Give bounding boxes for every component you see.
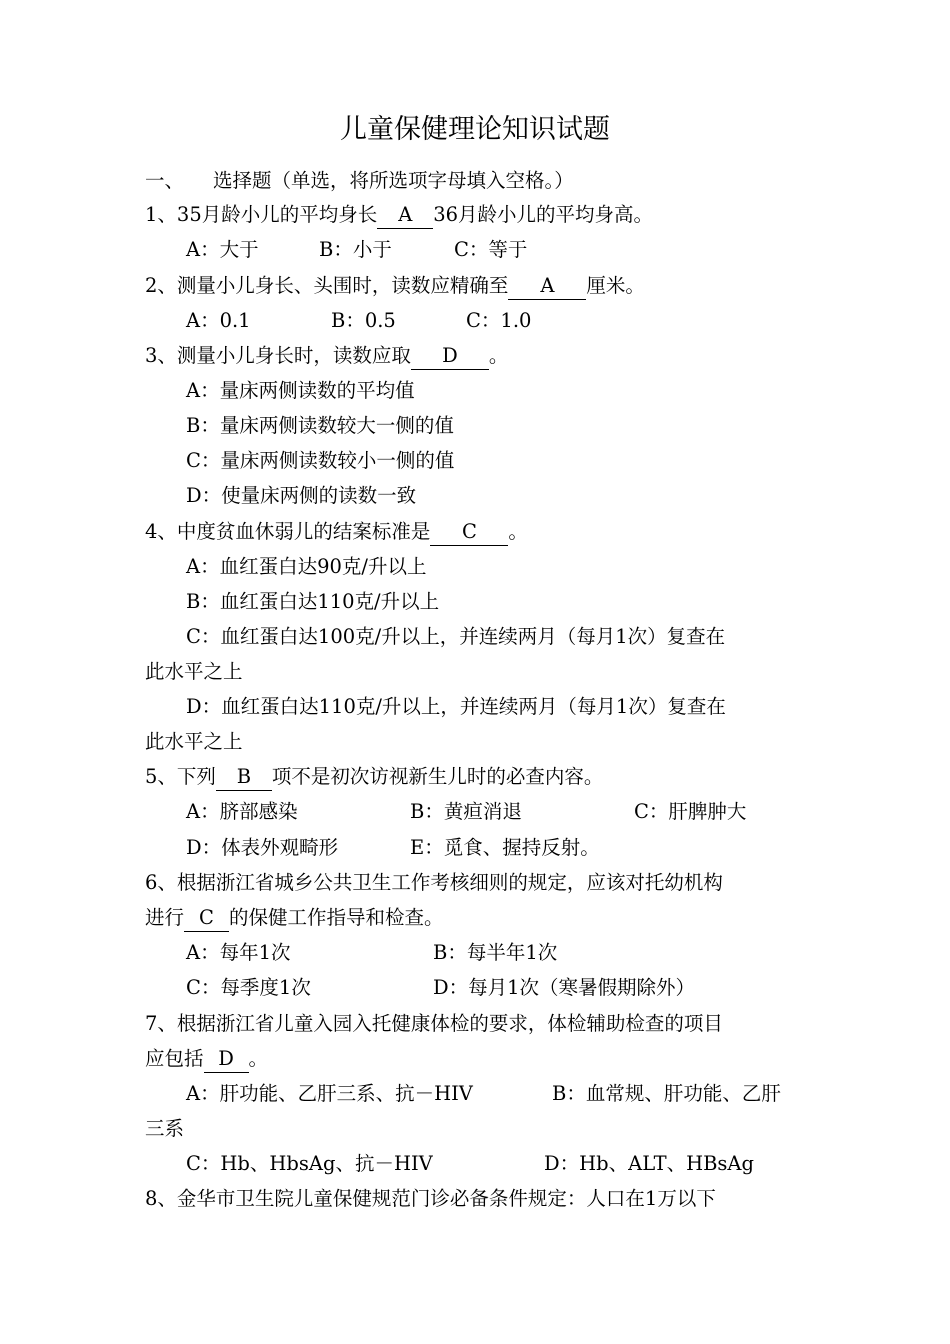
- section-heading: [145, 166, 574, 196]
- answer-blank: C: [184, 905, 229, 932]
- option-b-continued: 三系: [145, 1117, 185, 1140]
- question-7: 7、根据浙江省儿童入园入托健康体检的要求，体检辅助检查的项目: [145, 1012, 723, 1035]
- question-2: [145, 271, 645, 301]
- question-5: [145, 762, 603, 792]
- question-text: 3、测量小儿身长时，读数应取: [145, 344, 411, 367]
- option-d: D：每月1次（寒暑假期除外）: [433, 976, 696, 999]
- option-d: D：Hb、ALT、HBsAg: [544, 1152, 754, 1175]
- option-c: C：量床两侧读数较小一侧的值: [186, 449, 455, 472]
- option-d: D：血红蛋白达110克/升以上，并连续两月（每月1次）复查在: [186, 695, 726, 718]
- option-e: E：觅食、握持反射。: [410, 836, 600, 859]
- option-a: A：脐部感染: [186, 800, 298, 823]
- option-b: B：黄疸消退: [410, 800, 522, 823]
- option-c: C：每季度1次: [186, 976, 311, 999]
- option-a: A：血红蛋白达90克/升以上: [186, 555, 427, 578]
- option-a: A：每年1次: [186, 941, 291, 964]
- question-text: 应包括: [145, 1047, 204, 1070]
- question-text: 5、下列: [145, 765, 216, 788]
- question-4: [145, 517, 528, 547]
- question-7-continued: [145, 1044, 268, 1074]
- question-3: [145, 341, 508, 371]
- question-1: [145, 200, 653, 230]
- question-text: 厘米。: [586, 274, 645, 297]
- question-text: 项不是初次访视新生儿时的必查内容。: [271, 765, 604, 788]
- answer-blank: D: [411, 343, 489, 370]
- question-6: 6、根据浙江省城乡公共卫生工作考核细则的规定，应该对托幼机构: [145, 871, 723, 894]
- option-c-continued: 此水平之上: [145, 660, 243, 683]
- option-a: A：0.1: [186, 309, 251, 332]
- question-6-continued: [145, 903, 444, 933]
- question-text: 。: [508, 520, 528, 543]
- option-b: B：每半年1次: [433, 941, 558, 964]
- question-text: 36月龄小儿的平均身高。: [433, 203, 654, 226]
- question-8: 8、金华市卫生院儿童保健规范门诊必备条件规定：人口在1万以下: [145, 1187, 716, 1210]
- answer-blank: A: [377, 202, 433, 229]
- option-c: C：Hb、HbsAg、抗－HIV: [186, 1152, 433, 1175]
- option-c: C：等于: [454, 238, 528, 261]
- section-text: 选择题（单选，将所选项字母填入空格。）: [213, 169, 574, 192]
- answer-blank: C: [430, 519, 508, 546]
- option-d: D：体表外观畸形: [186, 836, 339, 859]
- option-d-continued: 此水平之上: [145, 730, 243, 753]
- question-text: 。: [488, 344, 509, 367]
- option-c: C：血红蛋白达100克/升以上，并连续两月（每月1次）复查在: [186, 625, 726, 648]
- question-text: 1、35月龄小儿的平均身长: [145, 203, 378, 226]
- option-c: C：1.0: [466, 309, 532, 332]
- question-text: 。: [248, 1047, 269, 1070]
- option-b: B：0.5: [331, 309, 396, 332]
- answer-blank: D: [204, 1046, 249, 1073]
- section-number: 一、: [145, 169, 185, 192]
- option-a: A：肝功能、乙肝三系、抗－HIV: [186, 1082, 473, 1105]
- option-c: C：肝脾肿大: [634, 800, 747, 823]
- option-b: B：量床两侧读数较大一侧的值: [186, 414, 454, 437]
- option-b: B：小于: [319, 238, 392, 261]
- option-b: B：血红蛋白达110克/升以上: [186, 590, 440, 613]
- question-text: 4、中度贫血休弱儿的结案标准是: [145, 520, 431, 543]
- page-title: 儿童保健理论知识试题: [340, 114, 610, 145]
- answer-blank: B: [216, 764, 272, 791]
- option-d: D：使量床两侧的读数一致: [186, 484, 417, 507]
- answer-blank: A: [508, 273, 586, 300]
- option-a: A：大于: [186, 238, 259, 261]
- question-text: 进行: [145, 906, 185, 929]
- option-b: B：血常规、肝功能、乙肝: [552, 1082, 781, 1105]
- question-text: 的保健工作指导和检查。: [229, 906, 444, 929]
- option-a: A：量床两侧读数的平均值: [186, 379, 415, 402]
- question-text: 2、测量小儿身长、头围时，读数应精确至: [145, 274, 509, 297]
